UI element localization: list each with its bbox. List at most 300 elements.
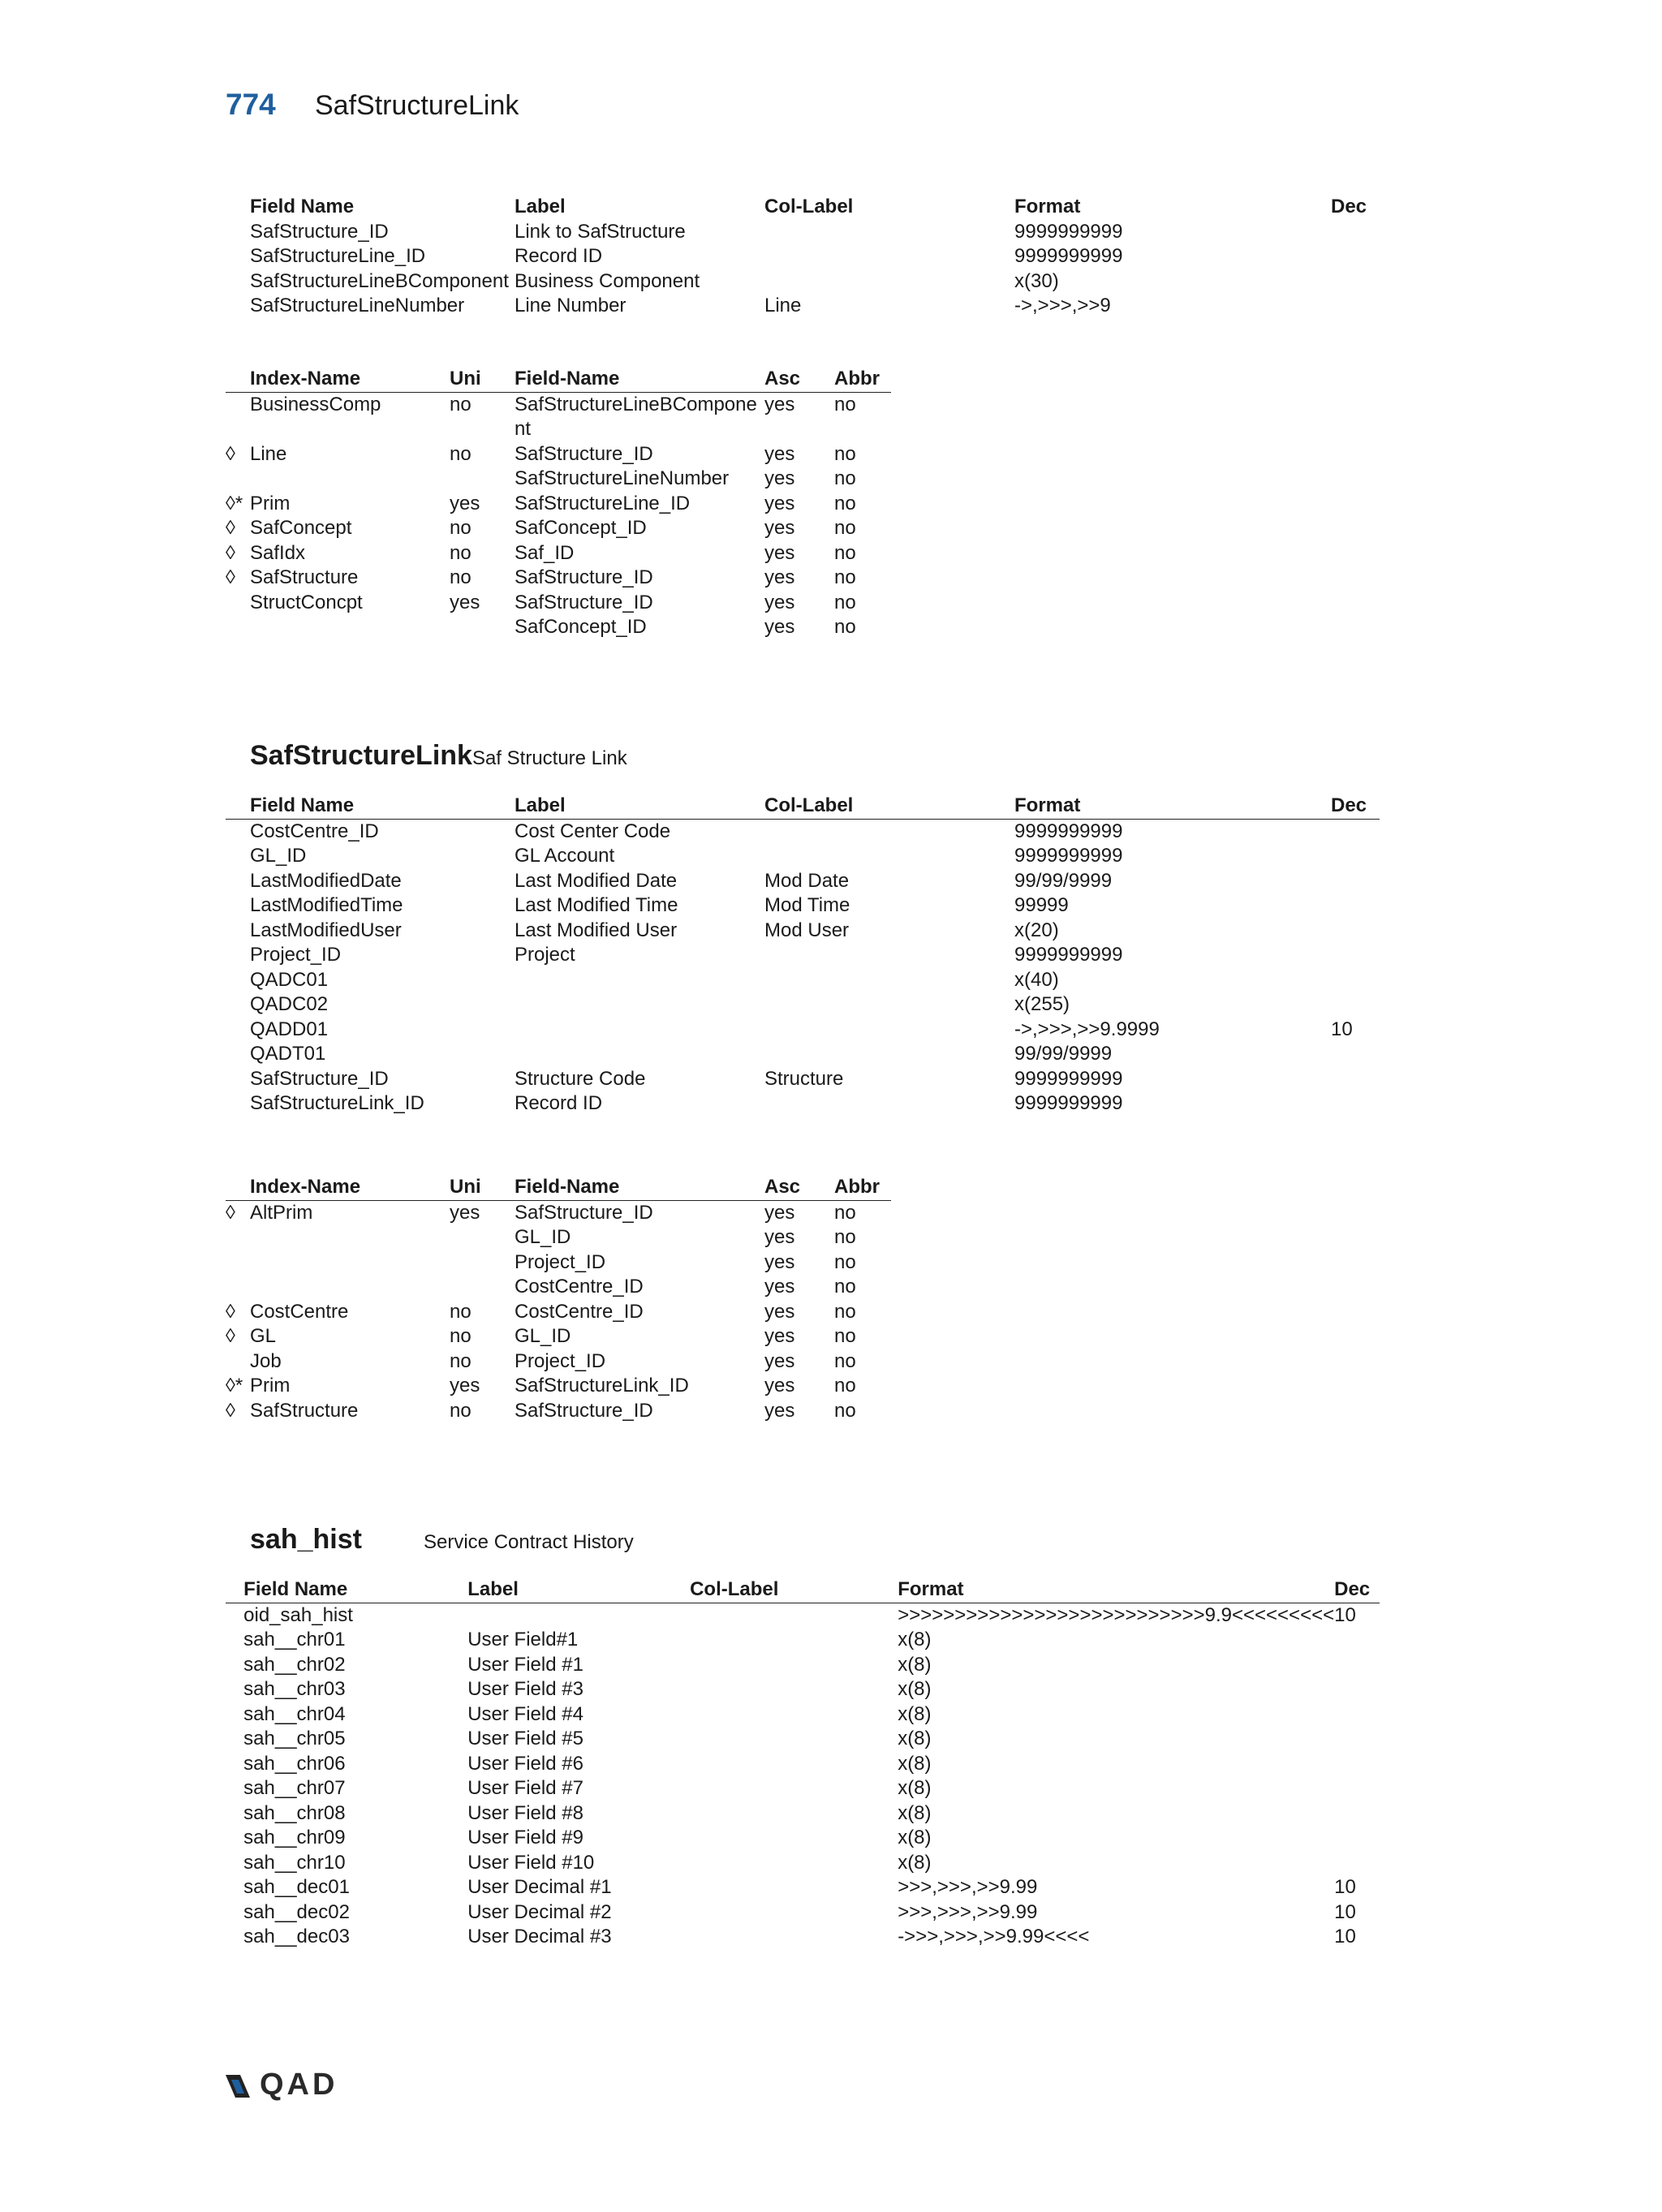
table-cell bbox=[1331, 220, 1380, 245]
table-cell: SafConcept_ID bbox=[515, 517, 647, 539]
table-body bbox=[226, 1200, 891, 1423]
table-row bbox=[226, 1925, 1380, 1950]
table-cell: SafStructure_ID bbox=[515, 1399, 653, 1422]
table-row bbox=[226, 1374, 891, 1399]
table-row bbox=[226, 516, 891, 541]
table-cell bbox=[764, 244, 1014, 269]
table-cell bbox=[764, 943, 1014, 968]
row-marker bbox=[226, 1826, 243, 1851]
table-description: Saf Structure Link bbox=[471, 747, 627, 769]
table-cell: yes bbox=[764, 1226, 795, 1248]
column-header: Asc bbox=[764, 1175, 834, 1200]
table-cell bbox=[250, 467, 450, 492]
table-row bbox=[226, 819, 1380, 844]
table-cell bbox=[226, 1225, 250, 1250]
column-header: Col-Label bbox=[690, 1577, 898, 1603]
table-row bbox=[226, 1067, 1380, 1092]
column-header: Field Name bbox=[250, 196, 355, 217]
table-cell bbox=[1334, 1826, 1380, 1851]
table-cell: x(30) bbox=[1014, 269, 1059, 292]
table-row bbox=[226, 1225, 891, 1250]
row-marker bbox=[226, 1091, 250, 1117]
table-cell: SafStructureLink_ID bbox=[250, 1092, 424, 1114]
table-cell: Project_ID bbox=[515, 1349, 606, 1372]
marker-header bbox=[226, 367, 250, 392]
table-cell: sah__chr04 bbox=[243, 1702, 346, 1725]
table-cell: no bbox=[834, 1201, 856, 1224]
row-marker bbox=[226, 819, 250, 844]
table-cell: GL_ID bbox=[250, 845, 307, 867]
table-cell bbox=[1331, 294, 1380, 319]
table-cell: Last Modified Date bbox=[515, 869, 678, 892]
section-title-safstructurelink bbox=[250, 740, 627, 772]
table-cell bbox=[1331, 869, 1380, 894]
table-cell: ->,>>>,>>9.9999 bbox=[1014, 1018, 1160, 1040]
table-cell: 9999999999 bbox=[1014, 845, 1123, 867]
table-cell bbox=[1334, 1653, 1380, 1678]
logo-text: QAD bbox=[260, 2068, 338, 2102]
table-cell: no bbox=[834, 1300, 856, 1323]
row-marker bbox=[226, 992, 250, 1018]
column-header: Format bbox=[898, 1577, 1334, 1603]
table-cell: Last Modified Time bbox=[515, 894, 678, 916]
table-cell: GL Account bbox=[515, 845, 615, 867]
table-cell: 99/99/9999 bbox=[1014, 869, 1113, 892]
table-cell: 99/99/9999 bbox=[1014, 1043, 1113, 1065]
table-cell: no bbox=[834, 541, 856, 564]
table-cell bbox=[690, 1677, 898, 1702]
table-cell: no bbox=[834, 1250, 856, 1273]
table-cell: yes bbox=[764, 616, 795, 638]
table-cell bbox=[1331, 1091, 1380, 1117]
row-marker bbox=[226, 1702, 243, 1728]
table-cell: no bbox=[450, 442, 471, 465]
table-cell bbox=[1331, 269, 1380, 295]
column-header: Asc bbox=[764, 367, 834, 392]
column-header: Col-Label bbox=[764, 196, 854, 217]
table-cell: SafStructure_ID bbox=[515, 1201, 653, 1224]
table-cell: QADD01 bbox=[250, 1018, 329, 1040]
table-row bbox=[226, 1200, 891, 1225]
table-row bbox=[226, 992, 1380, 1018]
column-header: Index-Name bbox=[250, 367, 450, 392]
table-cell: no bbox=[834, 1349, 856, 1372]
table-cell bbox=[764, 1091, 1014, 1117]
table-cell: SafStructure bbox=[250, 1399, 359, 1422]
column-header: Dec bbox=[1334, 1577, 1380, 1603]
table-cell bbox=[250, 615, 450, 640]
table-cell: x(8) bbox=[898, 1827, 932, 1848]
table-cell: ◊ bbox=[226, 517, 235, 539]
table-cell: sah__chr10 bbox=[243, 1851, 346, 1874]
table-cell: GL bbox=[250, 1325, 277, 1347]
marker-header bbox=[226, 1175, 250, 1200]
table-cell: >>>,>>>,>>9.99 bbox=[898, 1876, 1038, 1898]
table-cell bbox=[764, 269, 1014, 295]
table-cell: User Field #3 bbox=[467, 1678, 583, 1700]
row-marker bbox=[226, 1925, 243, 1950]
table-name: sah_hist bbox=[250, 1524, 362, 1555]
table-row bbox=[226, 919, 1380, 944]
table-cell: ◊* bbox=[226, 492, 243, 514]
field-table-sah-hist bbox=[226, 1577, 1380, 1950]
table-cell: CostCentre_ID bbox=[250, 820, 379, 842]
table-cell: sah__chr08 bbox=[243, 1801, 346, 1824]
table-cell bbox=[764, 1018, 1014, 1043]
table-cell: x(8) bbox=[898, 1702, 932, 1725]
field-table-continued bbox=[250, 195, 1380, 319]
table-row bbox=[226, 566, 891, 591]
row-marker bbox=[226, 1900, 243, 1926]
marker-header bbox=[226, 794, 250, 819]
table-cell bbox=[250, 1250, 450, 1276]
column-header: Uni bbox=[450, 367, 515, 392]
section-title-sah-hist bbox=[250, 1524, 634, 1556]
table-row bbox=[226, 492, 891, 517]
table-cell bbox=[1334, 1702, 1380, 1728]
table-cell bbox=[515, 1018, 764, 1043]
table-row bbox=[226, 1042, 1380, 1067]
column-header: Dec bbox=[1331, 794, 1380, 819]
table-cell: SafStructure_ID bbox=[515, 442, 653, 465]
column-header: Abbr bbox=[834, 367, 891, 392]
table-cell: SafStructureLineNumber bbox=[515, 467, 730, 489]
row-marker bbox=[226, 1653, 243, 1678]
column-header: Field Name bbox=[250, 794, 515, 819]
table-cell: no bbox=[450, 541, 471, 564]
table-cell: sah__chr03 bbox=[243, 1678, 346, 1700]
table-cell: 9999999999 bbox=[1014, 944, 1123, 966]
row-marker bbox=[226, 1801, 243, 1827]
table-row bbox=[250, 220, 1380, 245]
table-cell: CostCentre_ID bbox=[515, 1276, 644, 1298]
table-row bbox=[226, 893, 1380, 919]
table-cell bbox=[690, 1702, 898, 1728]
table-cell: Line Number bbox=[515, 295, 626, 316]
table-cell: no bbox=[834, 492, 856, 514]
table-cell bbox=[226, 1250, 250, 1276]
table-cell: yes bbox=[764, 1399, 795, 1422]
table-cell: Structure bbox=[764, 1067, 844, 1090]
table-cell: ◊ bbox=[226, 566, 235, 588]
table-cell: sah__chr06 bbox=[243, 1752, 346, 1775]
table-cell: x(8) bbox=[898, 1851, 932, 1874]
table-cell: CostCentre_ID bbox=[515, 1300, 644, 1323]
table-cell bbox=[515, 992, 764, 1018]
row-marker bbox=[226, 1875, 243, 1900]
table-cell: yes bbox=[450, 1375, 480, 1396]
table-cell: QADC01 bbox=[250, 968, 329, 991]
row-marker bbox=[226, 869, 250, 894]
table-cell bbox=[226, 392, 250, 442]
table-cell: no bbox=[450, 566, 471, 588]
table-cell: SafStructure_ID bbox=[515, 566, 653, 588]
table-cell: x(8) bbox=[898, 1629, 932, 1650]
table-cell: no bbox=[450, 1325, 471, 1347]
table-cell: User Field#1 bbox=[467, 1629, 579, 1650]
field-table-safstructurelink bbox=[226, 794, 1380, 1117]
table-cell: ◊ bbox=[226, 1399, 235, 1422]
table-cell: 9999999999 bbox=[1014, 820, 1123, 842]
table-cell: ->,>>>,>>9 bbox=[1014, 295, 1111, 316]
table-row bbox=[226, 1727, 1380, 1752]
table-row bbox=[226, 392, 891, 442]
table-cell bbox=[690, 1875, 898, 1900]
table-cell bbox=[1334, 1628, 1380, 1653]
table-cell: no bbox=[834, 442, 856, 465]
table-cell: QADC02 bbox=[250, 993, 329, 1015]
table-cell: LastModifiedUser bbox=[250, 919, 402, 941]
table-cell: yes bbox=[764, 1325, 795, 1347]
table-cell bbox=[250, 1225, 450, 1250]
table-row bbox=[226, 1399, 891, 1424]
table-cell: yes bbox=[764, 566, 795, 588]
row-marker bbox=[226, 1603, 243, 1628]
table-row bbox=[226, 844, 1380, 869]
table-cell: oid_sah_hist bbox=[243, 1603, 353, 1626]
table-cell bbox=[764, 992, 1014, 1018]
table-cell: sah__dec02 bbox=[243, 1900, 350, 1923]
table-cell: Line bbox=[250, 442, 287, 465]
table-cell bbox=[515, 968, 764, 993]
table-cell bbox=[1331, 919, 1380, 944]
table-cell: no bbox=[450, 1399, 471, 1422]
table-cell: StructConcpt bbox=[250, 591, 363, 613]
table-cell: no bbox=[834, 1276, 856, 1298]
table-cell: x(8) bbox=[898, 1801, 932, 1824]
table-cell bbox=[1334, 1801, 1380, 1827]
column-header: Label bbox=[467, 1577, 690, 1603]
table-cell: no bbox=[834, 616, 856, 638]
column-header: Abbr bbox=[834, 1175, 891, 1200]
table-cell bbox=[690, 1653, 898, 1678]
table-cell: SafStructure_ID bbox=[250, 1067, 389, 1090]
column-header: Format bbox=[1014, 196, 1081, 217]
table-cell: SafStructureLine_ID bbox=[515, 492, 691, 514]
table-cell bbox=[450, 1225, 515, 1250]
table-cell: GL_ID bbox=[515, 1226, 571, 1248]
table-cell bbox=[764, 1042, 1014, 1067]
row-marker bbox=[226, 943, 250, 968]
table-cell bbox=[226, 1275, 250, 1300]
table-cell: no bbox=[834, 393, 856, 415]
row-marker bbox=[226, 844, 250, 869]
table-cell: ◊ bbox=[226, 1325, 235, 1347]
table-row bbox=[226, 1702, 1380, 1728]
table-cell bbox=[226, 1349, 250, 1375]
table-row bbox=[250, 269, 1380, 295]
column-header: Field Name bbox=[243, 1577, 467, 1603]
table-row bbox=[226, 869, 1380, 894]
row-marker bbox=[226, 968, 250, 993]
table-cell: SafStructure_ID bbox=[515, 591, 653, 613]
table-cell: 10 bbox=[1334, 1900, 1356, 1923]
table-cell: User Field #4 bbox=[467, 1702, 583, 1725]
table-cell: yes bbox=[764, 1300, 795, 1323]
table-cell: User Field #10 bbox=[467, 1851, 595, 1874]
table-cell bbox=[764, 819, 1014, 844]
table-cell: no bbox=[834, 467, 856, 489]
table-cell bbox=[1334, 1752, 1380, 1777]
table-cell: QADT01 bbox=[250, 1043, 326, 1065]
table-cell: 10 bbox=[1334, 1926, 1356, 1947]
table-cell: no bbox=[834, 591, 856, 613]
table-row bbox=[226, 1275, 891, 1300]
table-cell bbox=[1331, 844, 1380, 869]
table-cell bbox=[1334, 1677, 1380, 1702]
table-cell bbox=[1331, 893, 1380, 919]
table-row bbox=[250, 244, 1380, 269]
table-cell: GL_ID bbox=[515, 1325, 571, 1347]
table-name: SafStructureLink bbox=[250, 740, 472, 771]
table-cell: yes bbox=[764, 492, 795, 514]
table-cell: Prim bbox=[250, 492, 291, 514]
table-row bbox=[226, 1324, 891, 1349]
table-cell: no bbox=[834, 1399, 856, 1422]
table-cell: User Field #6 bbox=[467, 1752, 583, 1775]
table-cell: x(8) bbox=[898, 1678, 932, 1700]
table-row bbox=[226, 1018, 1380, 1043]
table-cell bbox=[1331, 1067, 1380, 1092]
row-marker bbox=[226, 1067, 250, 1092]
table-cell bbox=[226, 591, 250, 616]
table-cell: SafIdx bbox=[250, 541, 306, 564]
table-row bbox=[226, 1776, 1380, 1801]
table-cell: User Field #5 bbox=[467, 1728, 583, 1749]
table-cell bbox=[690, 1727, 898, 1752]
table-cell: Saf_ID bbox=[515, 541, 575, 564]
table-cell: Project_ID bbox=[250, 944, 342, 966]
table-row bbox=[226, 1603, 1380, 1628]
table-cell: SafStructure_ID bbox=[250, 220, 389, 243]
table-cell: x(20) bbox=[1014, 919, 1059, 941]
table-row bbox=[226, 1653, 1380, 1678]
table-row bbox=[226, 591, 891, 616]
table-cell: LastModifiedDate bbox=[250, 869, 402, 892]
column-header: Label bbox=[515, 794, 764, 819]
table-cell: SafStructureLink_ID bbox=[515, 1375, 689, 1396]
table-cell: 9999999999 bbox=[1014, 1067, 1123, 1090]
table-cell: yes bbox=[764, 541, 795, 564]
table-cell bbox=[1331, 244, 1380, 269]
row-marker bbox=[226, 919, 250, 944]
table-cell: sah__dec01 bbox=[243, 1876, 350, 1898]
table-cell bbox=[450, 467, 515, 492]
table-cell: yes bbox=[764, 1349, 795, 1372]
table-cell: x(8) bbox=[898, 1752, 932, 1775]
table-cell: BusinessComp bbox=[250, 393, 381, 415]
table-row bbox=[226, 1677, 1380, 1702]
table-row bbox=[226, 1801, 1380, 1827]
table-cell: AltPrim bbox=[250, 1201, 313, 1224]
table-cell bbox=[690, 1603, 898, 1628]
table-cell: Link to SafStructure bbox=[515, 220, 686, 243]
table-row bbox=[226, 1349, 891, 1375]
row-marker bbox=[226, 1628, 243, 1653]
table-cell: ◊* bbox=[226, 1375, 243, 1396]
table-cell: x(8) bbox=[898, 1777, 932, 1799]
table-cell bbox=[764, 220, 1014, 245]
table-row bbox=[226, 442, 891, 467]
table-cell: yes bbox=[764, 1201, 795, 1224]
table-cell: 10 bbox=[1334, 1603, 1356, 1626]
table-cell: SafStructureLine_ID bbox=[250, 245, 426, 267]
table-cell: User Field #7 bbox=[467, 1777, 583, 1799]
table-cell: ◊ bbox=[226, 541, 235, 564]
qad-logo-icon bbox=[224, 2072, 252, 2099]
table-cell: 10 bbox=[1331, 1018, 1353, 1040]
table-cell: User Decimal #1 bbox=[467, 1876, 612, 1898]
table-cell: User Field #1 bbox=[467, 1653, 583, 1676]
column-header: Index-Name bbox=[250, 1175, 450, 1200]
table-cell: x(8) bbox=[898, 1653, 932, 1676]
table-cell: Project_ID bbox=[515, 1250, 606, 1273]
table-cell: ◊ bbox=[226, 1300, 235, 1323]
table-cell: 9999999999 bbox=[1014, 1092, 1123, 1114]
table-cell: SafStructureLineBComponent bbox=[250, 269, 509, 292]
table-cell: ◊ bbox=[226, 1201, 235, 1224]
row-marker bbox=[226, 1677, 243, 1702]
table-cell bbox=[250, 1275, 450, 1300]
table-cell: Record ID bbox=[515, 245, 603, 267]
row-marker bbox=[226, 1018, 250, 1043]
table-cell: no bbox=[450, 517, 471, 539]
table-cell bbox=[690, 1776, 898, 1801]
column-header: Label bbox=[515, 196, 566, 217]
table-body bbox=[250, 220, 1380, 319]
table-cell: no bbox=[450, 1349, 471, 1372]
row-marker bbox=[226, 1752, 243, 1777]
table-cell: no bbox=[450, 1300, 471, 1323]
table-row bbox=[226, 943, 1380, 968]
table-cell: Mod User bbox=[764, 919, 850, 941]
table-cell: x(8) bbox=[898, 1728, 932, 1749]
table-cell bbox=[450, 615, 515, 640]
column-header: Col-Label bbox=[764, 794, 1014, 819]
table-cell: 99999 bbox=[1014, 894, 1069, 916]
table-cell bbox=[515, 1042, 764, 1067]
row-marker bbox=[226, 1851, 243, 1876]
table-body bbox=[226, 819, 1380, 1117]
table-cell: yes bbox=[764, 442, 795, 465]
table-cell bbox=[450, 1275, 515, 1300]
table-cell: Last Modified User bbox=[515, 919, 678, 941]
table-cell bbox=[690, 1925, 898, 1950]
table-cell: no bbox=[834, 1375, 856, 1396]
table-cell bbox=[1331, 992, 1380, 1018]
table-row bbox=[226, 1250, 891, 1276]
row-marker bbox=[226, 1776, 243, 1801]
table-cell: Project bbox=[515, 944, 575, 966]
table-row bbox=[226, 1628, 1380, 1653]
table-cell bbox=[690, 1628, 898, 1653]
table-cell: yes bbox=[450, 591, 480, 613]
row-marker bbox=[226, 1727, 243, 1752]
table-body bbox=[226, 392, 891, 640]
table-cell: yes bbox=[764, 591, 795, 613]
row-marker bbox=[226, 893, 250, 919]
table-cell: Prim bbox=[250, 1375, 291, 1396]
table-cell bbox=[690, 1900, 898, 1926]
table-cell: x(40) bbox=[1014, 968, 1059, 991]
table-cell: User Field #8 bbox=[467, 1801, 583, 1824]
column-header: Field-Name bbox=[515, 367, 764, 392]
table-cell: Structure Code bbox=[515, 1067, 646, 1090]
table-cell: yes bbox=[764, 1375, 795, 1396]
table-cell: Record ID bbox=[515, 1092, 603, 1114]
table-cell: x(255) bbox=[1014, 993, 1070, 1015]
table-cell bbox=[467, 1603, 690, 1628]
